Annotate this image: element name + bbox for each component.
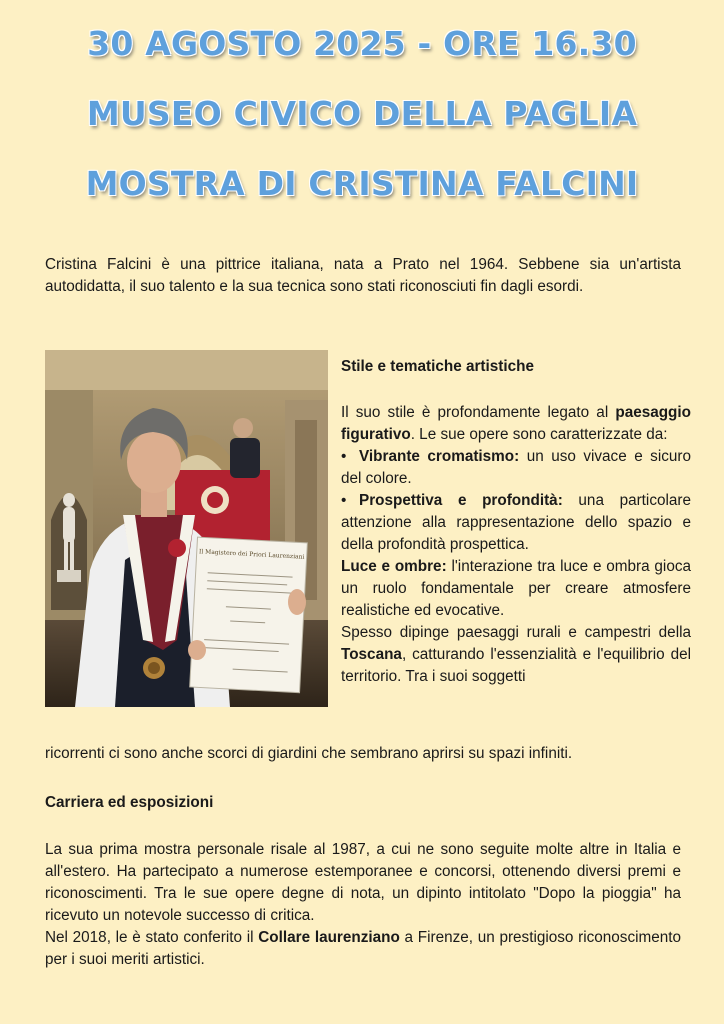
certificate-heading: Il Magistero dei Priori Laurenziani (198, 548, 305, 561)
carriera-heading: Carriera ed esposizioni (45, 794, 214, 811)
bullet-icon: • (341, 492, 347, 509)
event-date-time: 30 AGOSTO 2025 - ORE 16.30 (87, 24, 637, 63)
collare-paragraph: Nel 2018, le è stato conferito il Collare laurenziano a Firenze, un prestigioso riconoscimento per i suoi meriti artistici. (45, 929, 682, 968)
stile-body (341, 402, 691, 688)
keyword-collare: Collare laurenziano (258, 929, 400, 946)
keyword-paesaggio: paesaggio figurativo (341, 404, 691, 443)
carriera-body (45, 839, 681, 971)
artist-photo (45, 350, 328, 707)
carriera-paragraph: La sua prima mostra personale risale al 1987, a cui ne sono seguite molte altre in Italia e all'estero. Ha partecipato a numerose estemporanee e concorsi, ottenendo diversi premi e riconoscimenti. Tra le sue opere degne di nota, un dipinto intitolato "Dopo la pioggia" ha ricevuto un notevole successo di critica. (45, 841, 681, 924)
venue-title: MUSEO CIVICO DELLA PAGLIA (86, 94, 638, 133)
luce-ombre-item: Luce e ombre: l'interazione tra luce e ombra gioca un ruolo fondamentale per creare atmosfere realistiche ed evocative. (341, 558, 691, 619)
bullet-icon: • (341, 448, 347, 465)
toscana-paragraph-continued: ricorrenti ci sono anche scorci di giardini che sembrano aprirsi su spazi infiniti. (45, 745, 573, 762)
bullet-cromatismo: • Vibrante cromatismo: un uso vivace e sicuro del colore. (341, 448, 691, 487)
exhibition-title: MOSTRA DI CRISTINA FALCINI (85, 164, 639, 203)
keyword-toscana: Toscana (341, 646, 402, 663)
stile-paragraph: Il suo stile è profondamente legato al paesaggio figurativo. Le sue opere sono caratterizzate da: (341, 404, 691, 443)
stile-heading: Stile e tematiche artistiche (341, 358, 534, 375)
toscana-paragraph: Spesso dipinge paesaggi rurali e campestri della Toscana, catturando l'essenzialità e l'equilibrio del territorio. Tra i suoi soggetti (341, 624, 691, 685)
bullet-prospettiva: • Prospettiva e profondità: una particolare attenzione alla rappresentazione dello spazio e della profondità prospettica. (341, 492, 691, 553)
intro-paragraph: Cristina Falcini è una pittrice italiana, nata a Prato nel 1964. Sebbene sia un'artista autodidatta, il suo talento e la sua tecnica sono stati riconosciuti fin dagli esordi. (45, 256, 681, 295)
